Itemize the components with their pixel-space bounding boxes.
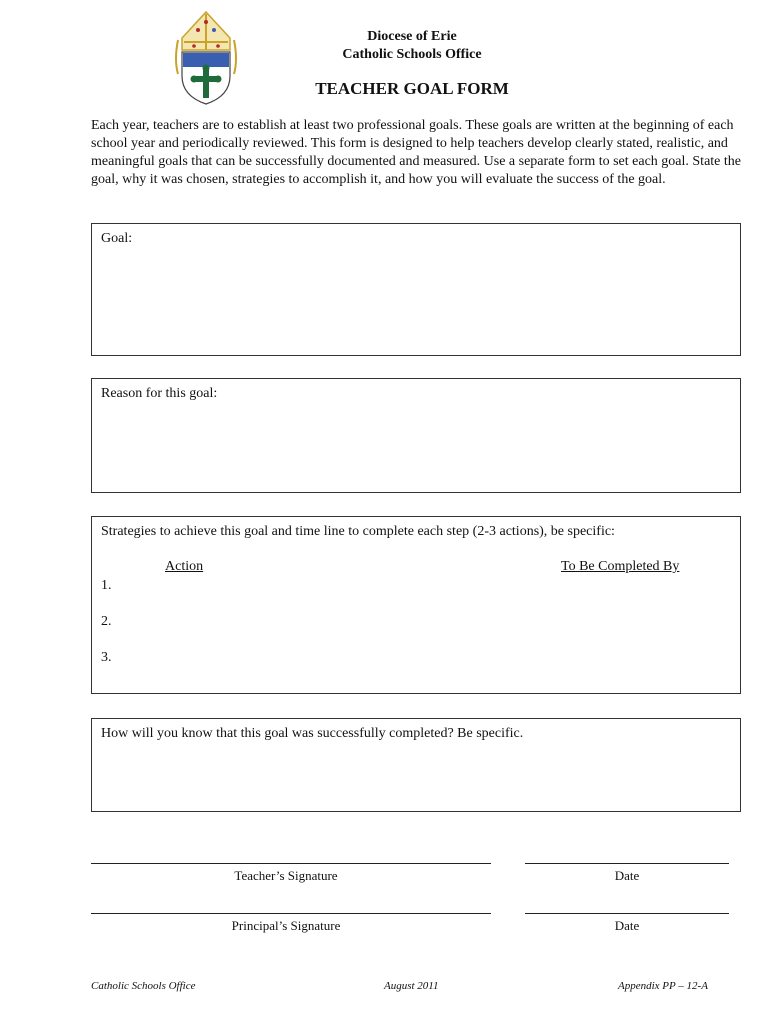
teacher-date-line[interactable]	[525, 863, 729, 864]
goal-label: Goal:	[101, 231, 133, 246]
office-name: Catholic Schools Office	[342, 47, 482, 62]
step-2-field[interactable]: 2.	[101, 614, 112, 629]
teacher-signature-label: Teacher’s Signature	[234, 868, 338, 883]
action-column-header: Action	[165, 559, 204, 574]
principal-date-label: Date	[614, 918, 640, 933]
footer-right: Appendix PP – 12-A	[618, 980, 708, 992]
intro-paragraph: Each year, teachers are to establish at least two professional goals. These goals are written at the beginning of each school year and periodically reviewed. This form is designed to help teachers develop clearly stated, realistic, and meaningful goals that can be successfully documented and measured. Use a separate form to set each goal. State the goal, why it was chosen, strategies to accomplish it, and how you will evaluate the success of the goal.	[91, 118, 741, 187]
footer-left: Catholic Schools Office	[91, 980, 196, 992]
evaluation-field[interactable]	[91, 718, 741, 812]
principal-signature-line[interactable]	[91, 913, 491, 914]
principal-date-line[interactable]	[525, 913, 729, 914]
diocese-name: Diocese of Erie	[367, 29, 457, 44]
goal-field[interactable]	[91, 223, 741, 356]
reason-label: Reason for this goal:	[101, 386, 218, 401]
strategies-section	[91, 516, 741, 694]
teacher-date-label: Date	[614, 868, 640, 883]
teacher-signature-line[interactable]	[91, 863, 491, 864]
footer-center: August 2011	[384, 980, 439, 992]
evaluation-label: How will you know that this goal was successfully completed? Be specific.	[101, 726, 524, 741]
reason-field[interactable]	[91, 378, 741, 493]
step-1-field[interactable]: 1.	[101, 578, 112, 593]
form-title: TEACHER GOAL FORM	[315, 79, 509, 98]
step-3-field[interactable]: 3.	[101, 650, 112, 665]
strategies-label: Strategies to achieve this goal and time line to complete each step (2-3 actions), be specific:	[101, 524, 615, 539]
completed-by-column-header: To Be Completed By	[561, 559, 680, 574]
principal-signature-label: Principal’s Signature	[231, 918, 341, 933]
